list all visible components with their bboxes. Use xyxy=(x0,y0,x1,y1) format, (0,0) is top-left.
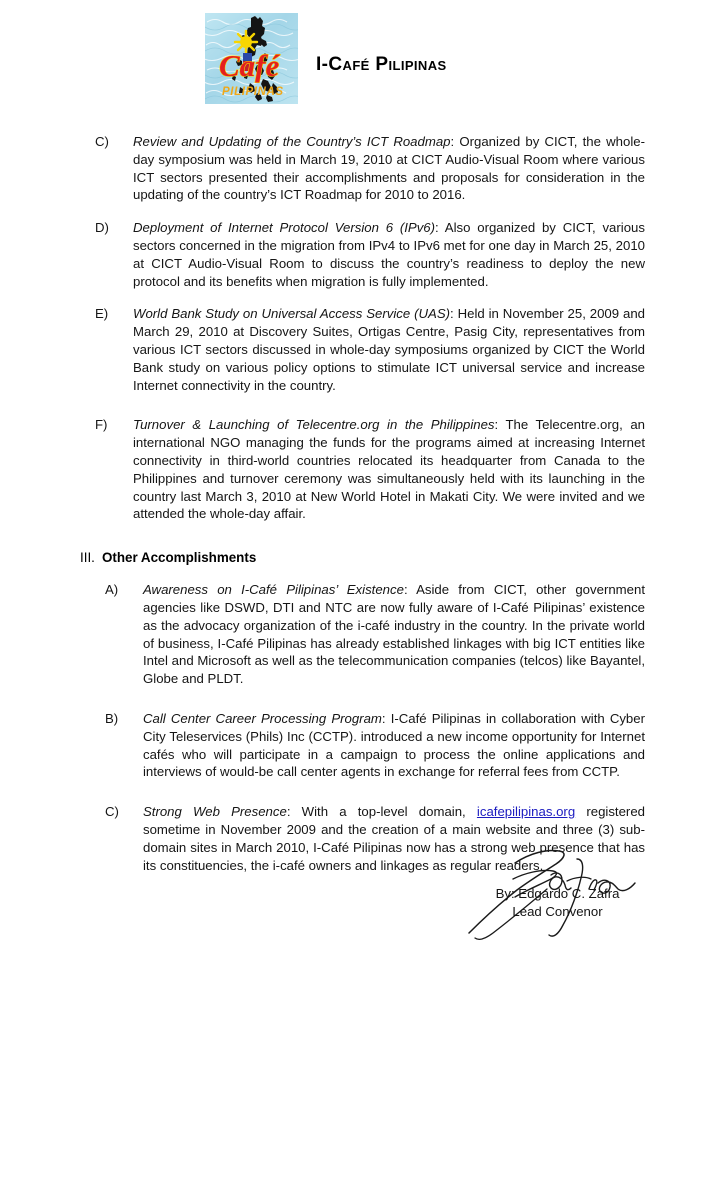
list-item-body: : Aside from CICT, other government agencies like DSWD, DTI and NTC are now fully aware of I-Café Pilipinas’ existence as the advocacy organization of the i-café industry in the country. In the private world of business, I-Café Pilipinas has already established linkages with big ICT entities like Intel and Microsoft as well as the telecommunication companies (telcos) like Bayantel, Globe and PLDT. xyxy=(143,582,645,687)
signature-text xyxy=(455,885,660,920)
icafe-pilipinas-logo xyxy=(205,13,298,104)
list-item xyxy=(105,710,645,781)
list-item-text xyxy=(133,219,645,290)
list-item xyxy=(95,416,645,523)
list-item-body-after-link: registered sometime in November 2009 and the creation of a main website and three (3) sub-domain sites in March 2010, I-Café Pilipinas now has a strong web presence that has its constituencies, the i-café owners and linkages as regular readers. xyxy=(143,804,645,873)
list-item-body-before-link: : With a top-level domain, xyxy=(286,804,477,820)
list-item-text xyxy=(133,305,645,394)
logo-artwork xyxy=(205,13,298,104)
list-item xyxy=(95,219,645,290)
list-item-marker: C) xyxy=(95,134,109,149)
list-item-text xyxy=(133,416,645,523)
list-item-title: Call Center Career Processing Program xyxy=(143,710,382,726)
list-item-marker: E) xyxy=(95,306,109,322)
list-item-marker: F) xyxy=(95,417,108,433)
list-item-body: : The Telecentre.org, an international NGO managing the funds for the programs aimed at increasing Internet connectivity in third-world countries relocated its headquarter from Canada to the Philippines and turnover ceremony was simultaneously held with its launching in the country last March 3, 2010 at New World Hotel in Makati City. We were invited and we attended the whole-day affair. xyxy=(133,417,645,522)
list-item-title: Strong Web Presence xyxy=(143,804,287,820)
list-item-text xyxy=(133,133,645,204)
document-body xyxy=(0,133,728,889)
pilipinas-text: PILIPINAS xyxy=(222,86,284,98)
document-header xyxy=(0,13,728,105)
website-link[interactable]: icafepilipinas.org xyxy=(476,804,576,820)
continued-list xyxy=(95,133,645,523)
section-heading-other-accomplishments xyxy=(0,549,728,567)
svg-text:Café: Café xyxy=(219,48,280,83)
section-title: Other Accomplishments xyxy=(102,550,257,566)
list-item xyxy=(95,305,645,394)
cafe-script-text xyxy=(219,48,281,83)
list-item-marker: A) xyxy=(105,582,119,598)
list-item-marker: C) xyxy=(105,804,119,820)
list-item-title: Deployment of Internet Protocol Version 6 (IPv6) xyxy=(133,220,436,236)
list-item-title: Awareness on I-Café Pilipinas’ Existence xyxy=(143,582,404,598)
other-accomplishments-list xyxy=(105,581,645,874)
list-item-body: : Held in November 25, 2009 and March 29, 2010 at Discovery Suites, Ortigas Centre, Pasig City, representatives from various ICT sectors discussed in whole-day symposiums organized by CICT the World Bank study on various policy options to stimulate ICT universal service and increase Internet connectivity in the country. xyxy=(133,306,645,393)
list-item xyxy=(95,133,645,204)
list-item-text xyxy=(143,710,645,781)
signature-block xyxy=(455,845,665,940)
list-item-marker: D) xyxy=(95,220,109,236)
list-item-marker: B) xyxy=(105,710,119,726)
signatory-name: By: Edgardo C. Zafra xyxy=(495,886,620,901)
list-item-title: Turnover & Launching of Telecentre.org in the Philippines xyxy=(133,417,495,433)
list-item-body: : Organized by CICT, the whole-day symposium was held in March 19, 2010 at CICT Audio-Visual Room where various ICT sectors presented their accomplishments and proposals for consideration in the updating of the country’s ICT Roadmap for 2010 to 2016. xyxy=(133,134,645,203)
signatory-title: Lead Convenor xyxy=(512,903,603,919)
list-item-body: : I-Café Pilipinas in collaboration with Cyber City Teleservices (Phils) Inc (CCTP). introduced a new income opportunity for Internet cafés who will participate in a campaign to process the online applications and interviews of would-be call center agents in exchange for referral fees from CCTP. xyxy=(143,710,645,780)
list-item-title: Review and Updating of the Country’s ICT Roadmap xyxy=(133,134,451,149)
list-item-title: World Bank Study on Universal Access Service (UAS) xyxy=(133,306,451,322)
section-number: III. xyxy=(80,550,95,566)
list-item-body: : Also organized by CICT, various sectors concerned in the migration from IPv4 to IPv6 met for one day in March 25, 2010 at CICT Audio-Visual Room to discuss the country’s readiness to deploy the new protocol and its benefits when migration is fully implemented. xyxy=(133,220,645,289)
page-title: I-Café Pilipinas xyxy=(316,54,447,75)
list-item xyxy=(105,581,645,688)
list-item-text xyxy=(143,581,645,688)
